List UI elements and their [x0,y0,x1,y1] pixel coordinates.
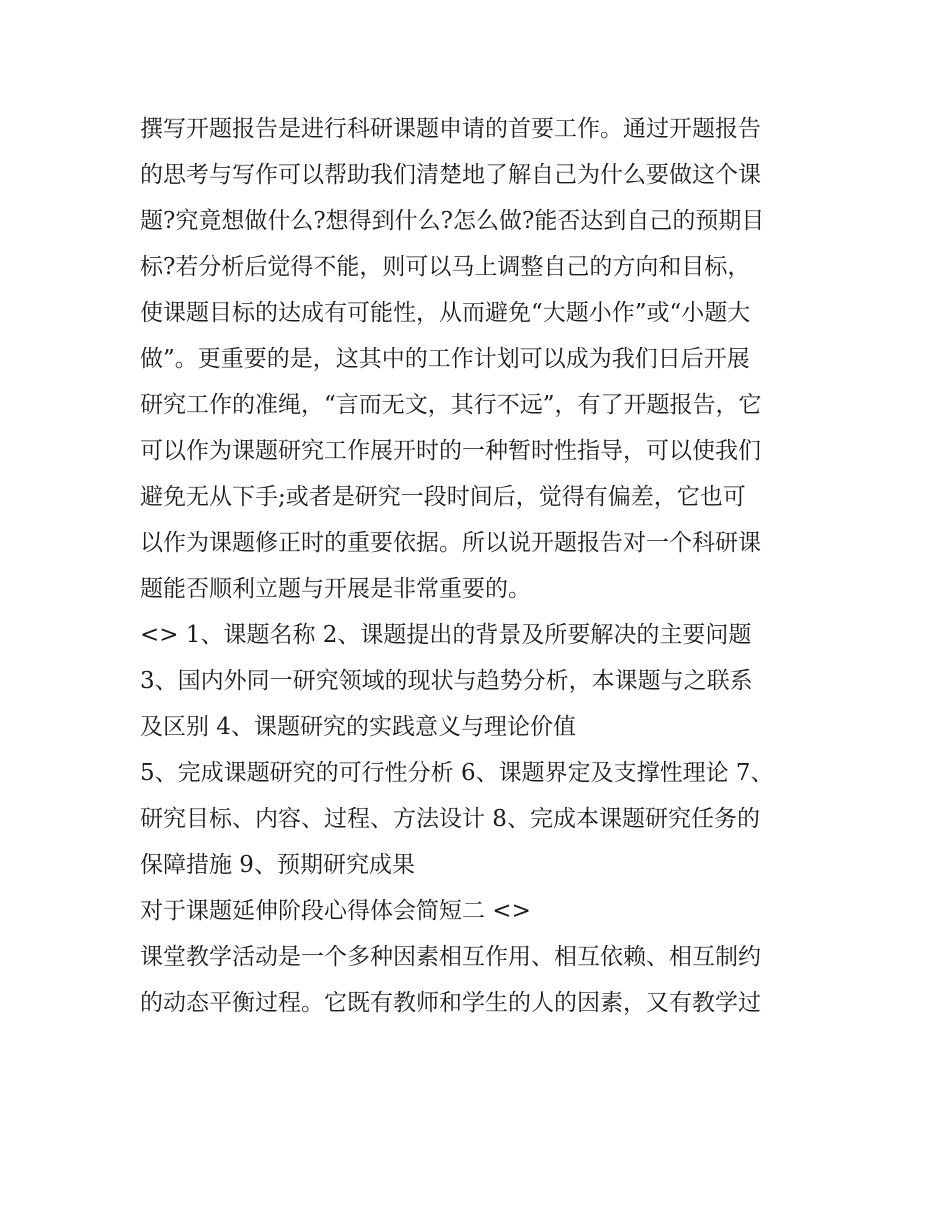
paragraph-line: 撰写开题报告是进行科研课题申请的首要工作。通过开题报告 [140,116,761,142]
paragraph-line: 避免无从下手;或者是研究一段时间后，觉得有偏差，它也可 [140,484,746,510]
paragraph-line: 以作为课题修正时的重要依据。所以说开题报告对一个科研课 [140,530,761,556]
paragraph-line: 题?究竟想做什么?想得到什么?怎么做?能否达到自己的预期目 [140,208,765,234]
paragraph-line: 标?若分析后觉得不能，则可以马上调整自己的方向和目标， [140,254,751,280]
outline-line: 5、完成课题研究的可行性分析 6、课题界定及支撑性理论 7、 [140,760,774,786]
paragraph-line: 课堂教学活动是一个多种因素相互作用、相互依赖、相互制约 [140,944,761,970]
paragraph-line: 使课题目标的达成有可能性，从而避免“大题小作”或“小题大 [140,300,751,326]
outline-line: 3、国内外同一研究领域的现状与趋势分析，本课题与之联系 [140,668,753,694]
document-body [140,106,820,1026]
section-heading: 对于课题延伸阶段心得体会简短二 <> [140,898,531,924]
outline-line: 及区别 4、课题研究的实践意义与理论价值 [140,714,576,740]
paragraph-line: 做”。更重要的是，这其中的工作计划可以成为我们日后开展 [140,346,750,372]
outline-line: <> 1、课题名称 2、课题提出的背景及所要解决的主要问题 [140,622,752,648]
outline-line: 研究目标、内容、过程、方法设计 8、完成本课题研究任务的 [140,806,760,832]
paragraph-line: 研究工作的准绳，“言而无文，其行不远”，有了开题报告，它 [140,392,762,418]
paragraph-line: 题能否顺利立题与开展是非常重要的。 [140,576,531,602]
paragraph-line: 的思考与写作可以帮助我们清楚地了解自己为什么要做这个课 [140,162,761,188]
outline-line: 保障措施 9、预期研究成果 [140,852,415,878]
paragraph-line: 可以作为课题研究工作展开时的一种暂时性指导，可以使我们 [140,438,761,464]
paragraph-line: 的动态平衡过程。它既有教师和学生的人的因素，又有教学过 [140,990,761,1016]
